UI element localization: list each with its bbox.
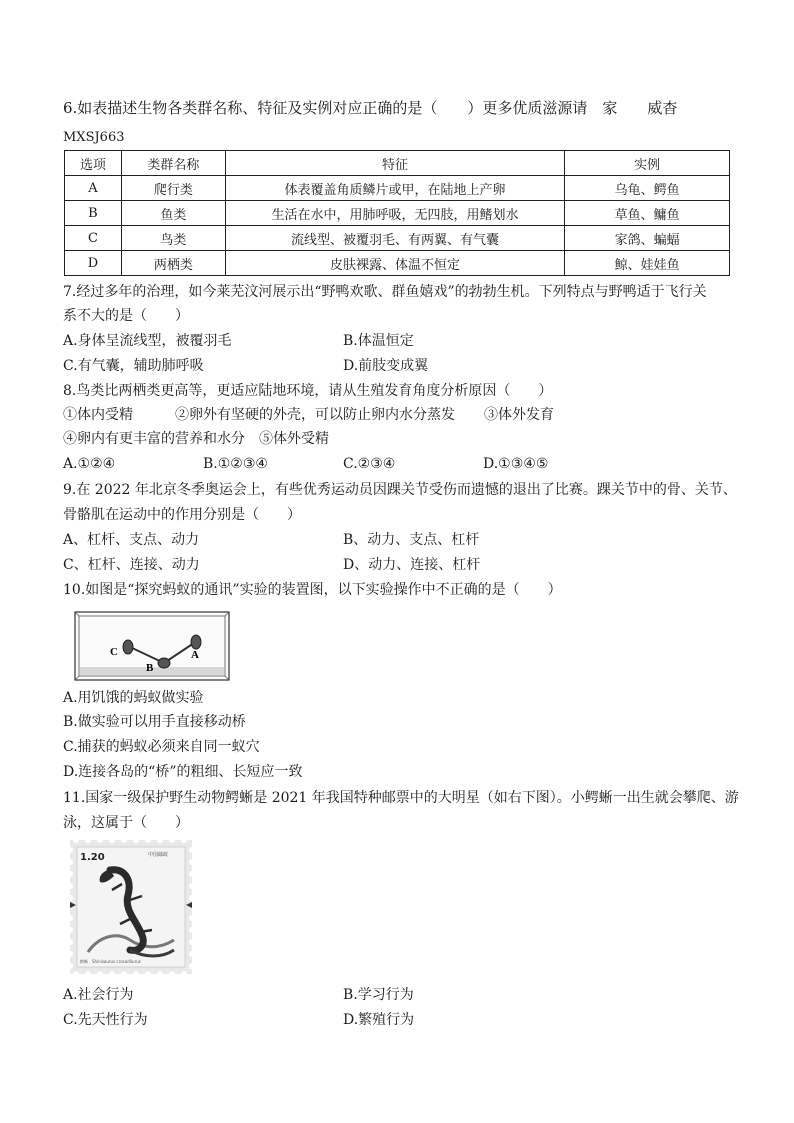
table-row (65, 226, 730, 251)
q8-option-b: B.①②③④ (203, 456, 268, 472)
table-cell: 流线型、被覆羽毛、有两翼、有气囊 (225, 226, 564, 251)
table-cell: 鸟类 (121, 226, 225, 251)
q7-option-b: B.体温恒定 (343, 333, 414, 349)
table-cell: 鲸、娃娃鱼 (565, 251, 730, 276)
q8-item-2: ②卵外有坚硬的外壳，可以防止卵内水分蒸发 (175, 407, 455, 423)
q10-option-d: D.连接各岛的“桥”的粗细、长短应一致 (63, 764, 303, 780)
table-header-cell: 特征 (225, 151, 564, 176)
table-cell: C (65, 226, 122, 251)
table-cell: 家鸽、蝙蝠 (565, 226, 730, 251)
stamp-value: 1.20 (80, 852, 105, 863)
q6-table (64, 150, 730, 276)
q6-watermark: MXSJ663 (63, 130, 125, 145)
q11-stem-line2: 泳，这属于（ ） (63, 815, 189, 831)
table-header-cell: 实例 (565, 151, 730, 176)
table-header-cell: 类群名称 (121, 151, 225, 176)
q10-option-b: B.做实验可以用手直接移动桥 (63, 714, 246, 730)
q7-option-a: A.身体呈流线型，被覆羽毛 (63, 333, 232, 349)
table-cell: 皮肤裸露、体温不恒定 (225, 251, 564, 276)
q11-stem-line1: 11.国家一级保护野生动物鳄蜥是 2021 年我国特种邮票中的大明星（如右下图）。小鳄蜥一出生就会攀爬、游 (63, 790, 739, 806)
table-cell: 体表覆盖角质鳞片或甲，在陆地上产卵 (225, 176, 564, 201)
q7-stem-line1: 7.经过多年的治理，如今莱芜汶河展示出“野鸭欢歌、群鱼嬉戏”的勃勃生机。下列特点与野鸭适于飞行关 (63, 284, 707, 300)
ant-experiment-figure (74, 611, 230, 681)
figure-label-c: C (110, 646, 118, 658)
table-cell: 鱼类 (121, 201, 225, 226)
q8-item-1: ①体内受精 (63, 407, 133, 423)
table-header-cell: 选项 (65, 151, 122, 176)
table-cell: A (65, 176, 122, 201)
q8-item-3: ③体外发育 (484, 407, 554, 423)
stamp-figure (70, 840, 192, 974)
table-header-row (65, 151, 730, 176)
q11-option-a: A.社会行为 (63, 987, 134, 1003)
q9-option-c: C、杠杆、连接、动力 (63, 557, 200, 573)
table-row (65, 251, 730, 276)
table-cell: 两栖类 (121, 251, 225, 276)
island-a (191, 635, 201, 649)
q9-option-a: A、杠杆、支点、动力 (63, 532, 200, 548)
q10-option-a: A.用饥饿的蚂蚁做实验 (63, 690, 204, 706)
table-cell: 乌龟、鳄鱼 (565, 176, 730, 201)
table-cell: 爬行类 (121, 176, 225, 201)
q11-option-c: C.先天性行为 (63, 1012, 148, 1028)
stamp-caption: 鳄蜥 Shinisaurus crocodilurus (80, 959, 141, 964)
q7-option-d: D.前肢变成翼 (343, 358, 429, 374)
q6-stem: 6.如表描述生物各类群名称、特征及实例对应正确的是（ ）更多优质滋源请 家 威杳 (63, 99, 678, 117)
q8-items-4-5: ④卵内有更丰富的营养和水分 ⑤体外受精 (63, 431, 329, 447)
q8-option-a: A.①②④ (63, 456, 116, 472)
q8-option-d: D.①③④⑤ (483, 456, 549, 472)
island-c (123, 640, 133, 654)
table-row (65, 201, 730, 226)
q9-stem-line2: 骨骼肌在运动中的作用分别是（ ） (63, 507, 301, 523)
stamp-country: 中国邮政 (148, 852, 169, 858)
q7-stem-line2: 系不大的是（ ） (63, 308, 189, 324)
q9-stem-line1: 9.在 2022 年北京冬季奥运会上，有些优秀运动员因踝关节受伤而遗憾的退出了比赛。踝关节中的骨、关节、 (63, 482, 737, 498)
q11-option-d: D.繁殖行为 (343, 1012, 415, 1028)
figure-label-b: B (146, 662, 154, 674)
island-b (158, 658, 170, 668)
q8-stem: 8.鸟类比两栖类更高等，更适应陆地环境，请从生殖发育角度分析原因（ ） (63, 383, 553, 399)
q10-stem: 10.如图是“探究蚂蚁的通讯”实验的装置图，以下实验操作中不正确的是（ ） (63, 582, 562, 598)
table-cell: 草鱼、鳙鱼 (565, 201, 730, 226)
q9-option-b: B、动力、支点、杠杆 (343, 532, 480, 548)
q9-option-d: D、动力、连接、杠杆 (343, 557, 481, 573)
table-row (65, 176, 730, 201)
q8-option-c: C.②③④ (343, 456, 396, 472)
table-cell: 生活在水中，用肺呼吸，无四肢，用鳍划水 (225, 201, 564, 226)
table-cell: B (65, 201, 122, 226)
q7-option-c: C.有气囊，辅助肺呼吸 (63, 358, 204, 374)
table-cell: D (65, 251, 122, 276)
q11-option-b: B.学习行为 (343, 987, 414, 1003)
figure-label-a: A (191, 649, 199, 661)
q10-option-c: C.捕获的蚂蚁必须来自同一蚁穴 (63, 739, 260, 755)
